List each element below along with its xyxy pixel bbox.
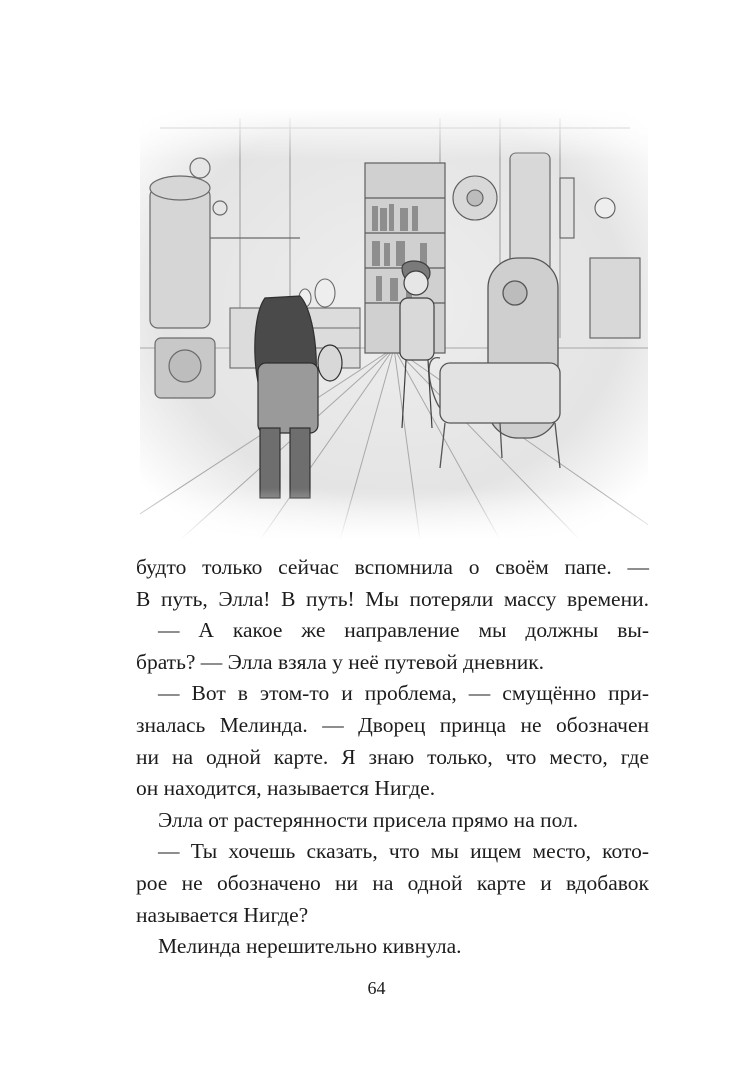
text-line: — Ты хочешь сказать, что мы ищем место, кото- [158, 839, 649, 864]
text-line: Мелинда нерешительно кивнула. [158, 934, 462, 959]
paragraph-1 [136, 552, 649, 615]
text-line: будто только сейчас вспомнила о своём папе. — [136, 555, 649, 579]
text-line: он находится, называется Нигде. [136, 776, 436, 801]
text-line: — А какое же направление мы должны вы- [158, 618, 649, 643]
text-line: ни на одной карте. Я знаю только, что место, где [136, 744, 649, 769]
paragraph-3 [136, 678, 649, 804]
text-line: зналась Мелинда. — Дворец принца не обозначен [136, 712, 649, 737]
paragraph-2 [136, 615, 649, 678]
paragraph-4 [136, 805, 649, 837]
text-line: называется Нигде? [136, 902, 309, 927]
paragraph-5 [136, 836, 649, 931]
text-line: брать? — Элла взяла у неё путевой дневник. [136, 649, 545, 674]
laboratory-illustration [140, 108, 648, 540]
text-line: Элла от растерянности присела прямо на пол. [158, 807, 579, 832]
illustration [140, 108, 648, 540]
page-number: 64 [367, 978, 386, 998]
text-line: рое не обозначено ни на одной карте и вдобавок [136, 870, 649, 895]
text-line: В путь, Элла! В путь! Мы потеряли массу времени. [136, 586, 649, 611]
text-line: — Вот в этом-то и проблема, — смущённо при- [158, 681, 649, 706]
story-text [136, 552, 649, 963]
paragraph-6 [136, 931, 649, 963]
